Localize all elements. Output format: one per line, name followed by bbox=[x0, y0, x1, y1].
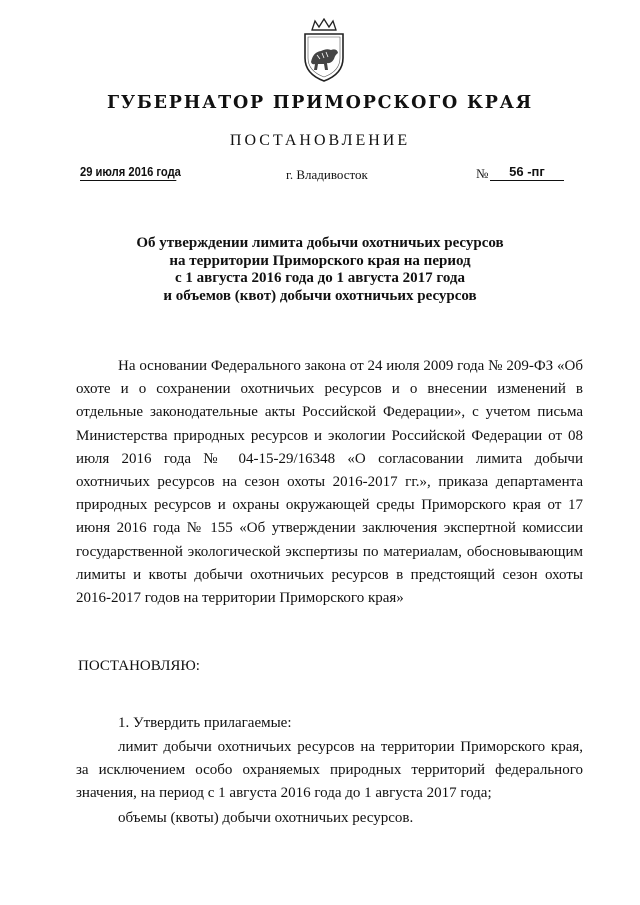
document-date: 29 июля 2016 года bbox=[80, 164, 181, 179]
item-1b-paragraph: объемы (квоты) добычи охотничьих ресурсов. bbox=[118, 810, 414, 826]
item-1-paragraph: 1. Утвердить прилагаемые: bbox=[118, 715, 292, 731]
heading-line: на территории Приморского края на период bbox=[169, 252, 471, 269]
document-type: ПОСТАНОВЛЕНИЕ bbox=[229, 132, 411, 149]
heading-line: с 1 августа 2016 года до 1 августа 2017 года bbox=[174, 270, 465, 286]
number-sign: № bbox=[476, 166, 489, 181]
heading-line: и объемов (квот) добычи охотничьих ресурсов bbox=[163, 287, 477, 304]
preamble-paragraph: На основании Федерального закона от 24 июля 2009 года № 209-ФЗ «Об охоте и о сохранении охотничьих ресурсов и о внесении изменений в отдельные законодательные акты Российской Федерации», с учетом письма Министерства природных ресурсов и экологии Российской Федерации от 08 июля 2016 года № 04-15-29/16348 «О согласовании лимита добычи охотничьих ресурсов на сезон охоты 2016-2017 гг.», приказа департамента природных ресурсов и охраны окружающей среды Приморского края от 17 июня 2016 года № 155 «Об утверждении заключения экспертной комиссии государственной экологической экспертизы по материалам, обосновывающим лимиты и квоты добычи охотничьих ресурсов в предстоящий сезон охоты 2016-2017 годов на территории Приморского края» bbox=[76, 358, 583, 607]
document-heading bbox=[0, 235, 640, 305]
authority-title: ГУБЕРНАТОР ПРИМОРСКОГО КРАЯ bbox=[107, 93, 533, 113]
coat-of-arms-emblem bbox=[297, 18, 351, 84]
resolve-statement: ПОСТАНОВЛЯЮ: bbox=[78, 658, 200, 674]
heading-line: Об утверждении лимита добычи охотничьих ресурсов bbox=[136, 235, 504, 251]
document-number: 56 -пг bbox=[490, 164, 564, 181]
document-city: г. Владивосток bbox=[286, 167, 368, 182]
item-1a-paragraph: лимит добычи охотничьих ресурсов на территории Приморского края, за исключением особо охраняемых природных территорий федерального значения, на период с 1 августа 2016 года до 1 августа 2017 года; bbox=[76, 739, 583, 802]
